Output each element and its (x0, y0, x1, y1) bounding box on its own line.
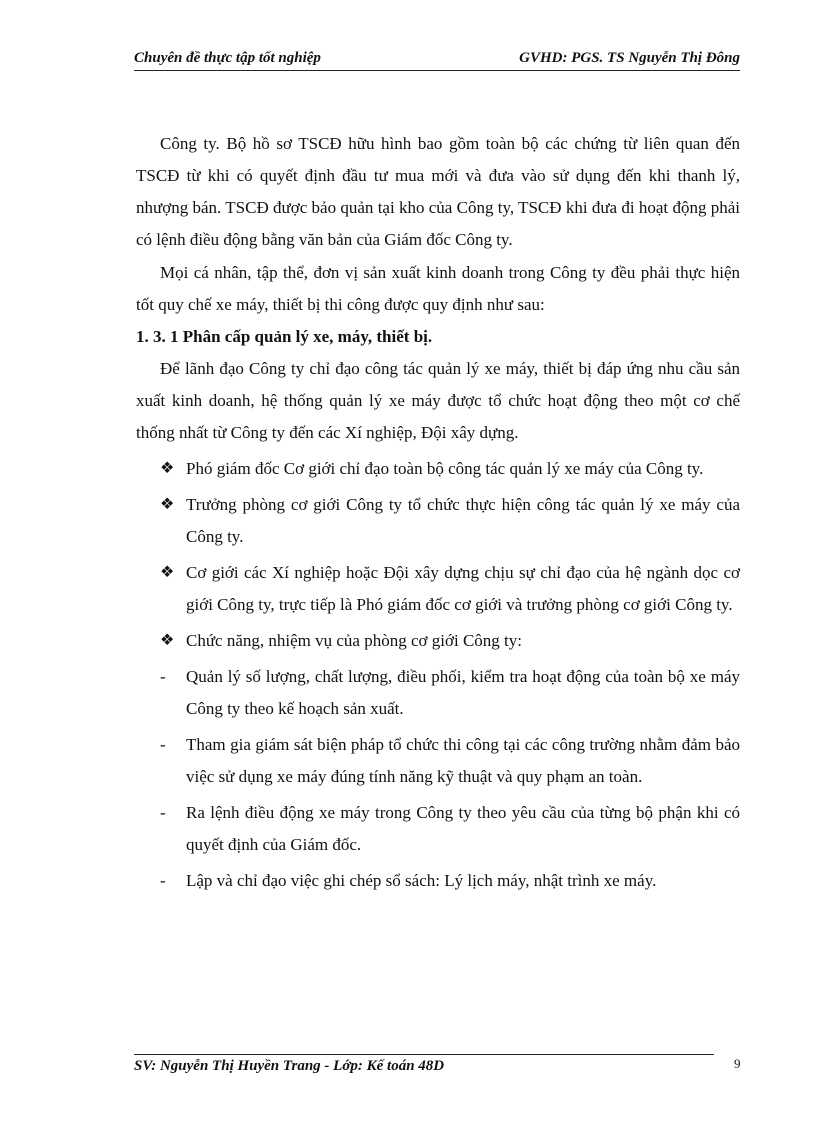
bullet-item (136, 557, 740, 621)
page-number: 9 (734, 1056, 741, 1071)
dash-text: Lập và chỉ đạo việc ghi chép sổ sách: Lý lịch máy, nhật trình xe máy. (186, 871, 657, 890)
dash-item (136, 661, 740, 725)
dash-item (136, 729, 740, 793)
dash-marker: - (160, 803, 166, 822)
dash-text: Quản lý số lượng, chất lượng, điều phối, kiểm tra hoạt động của toàn bộ xe máy Công ty theo kế hoạch sản xuất. (186, 667, 740, 718)
dash-item (136, 797, 740, 861)
dash-text: Tham gia giám sát biện pháp tổ chức thi công tại các công trường nhằm đảm bảo việc sử dụng xe máy đúng tính năng kỹ thuật và quy phạm an toàn. (186, 735, 740, 786)
page-content (136, 128, 740, 897)
dash-marker: - (160, 735, 166, 754)
footer-student: SV: Nguyễn Thị Huyền Trang - Lớp: Kế toán 48D (134, 1058, 445, 1074)
paragraph-1: Công ty. Bộ hồ sơ TSCĐ hữu hình bao gồm toàn bộ các chứng từ liên quan đến TSCĐ từ khi có quyết định đầu tư mua mới và đưa vào sử dụng đến khi thanh lý, nhượng bán. TSCĐ được bảo quản tại kho của Công ty, TSCĐ khi đưa đi hoạt động phải có lệnh điều động bằng văn bản của Giám đốc Công ty. (136, 134, 740, 249)
dash-text: Ra lệnh điều động xe máy trong Công ty theo yêu cầu của từng bộ phận khi có quyết định của Giám đốc. (186, 803, 740, 854)
section-heading: 1. 3. 1 Phân cấp quản lý xe, máy, thiết bị. (136, 327, 433, 346)
footer-divider (134, 1054, 714, 1055)
bullet-text: Cơ giới các Xí nghiệp hoặc Đội xây dựng chịu sự chỉ đạo của hệ ngành dọc cơ giới Công ty, trực tiếp là Phó giám đốc cơ giới và trưởng phòng cơ giới Công ty. (186, 563, 740, 614)
diamond-bullet-icon: ❖ (160, 632, 175, 649)
bullet-item (136, 489, 740, 553)
diamond-bullet-icon: ❖ (160, 564, 175, 581)
dash-marker: - (160, 667, 166, 686)
header-advisor: GVHD: PGS. TS Nguyễn Thị Đông (519, 50, 740, 66)
bullet-text: Trưởng phòng cơ giới Công ty tổ chức thực hiện công tác quản lý xe máy của Công ty. (186, 495, 740, 546)
diamond-bullet-icon: ❖ (160, 460, 175, 477)
bullet-item (136, 625, 740, 657)
bullet-text: Phó giám đốc Cơ giới chỉ đạo toàn bộ công tác quản lý xe máy của Công ty. (186, 459, 704, 478)
dash-item (136, 865, 740, 897)
paragraph-2: Mọi cá nhân, tập thể, đơn vị sản xuất kinh doanh trong Công ty đều phải thực hiện tốt quy chế xe máy, thiết bị thi công được quy định như sau: (136, 263, 740, 314)
bullet-text: Chức năng, nhiệm vụ của phòng cơ giới Công ty: (186, 631, 522, 650)
paragraph-3: Để lãnh đạo Công ty chỉ đạo công tác quản lý xe máy, thiết bị đáp ứng nhu cầu sản xuất kinh doanh, hệ thống quản lý xe máy được tổ chức hoạt động theo một cơ chế thống nhất từ Công ty đến các Xí nghiệp, Đội xây dựng. (136, 359, 740, 442)
diamond-bullet-icon: ❖ (160, 496, 175, 513)
header-title: Chuyên đề thực tập tốt nghiệp (134, 50, 321, 66)
page-header (134, 48, 740, 71)
bullet-item (136, 453, 740, 485)
dash-marker: - (160, 871, 166, 890)
